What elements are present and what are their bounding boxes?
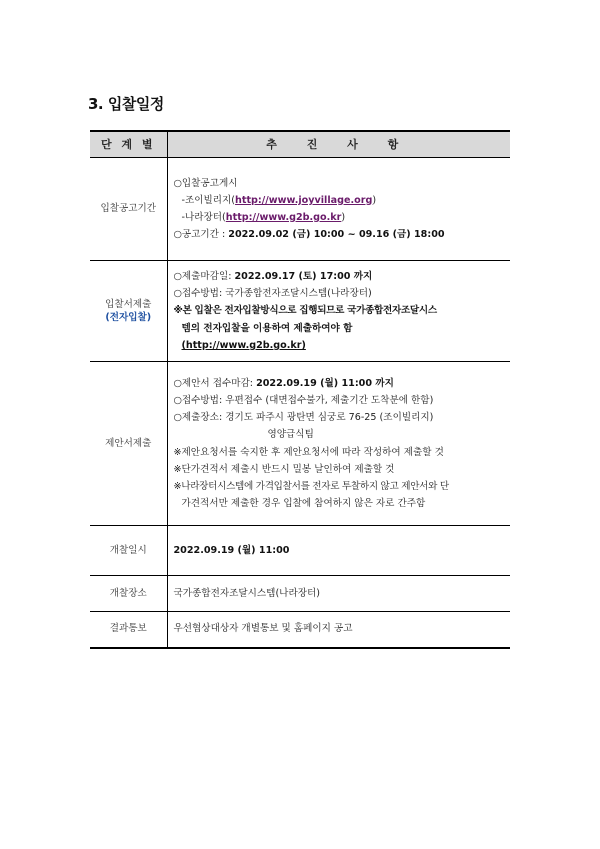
bid-line-5	[174, 337, 511, 354]
bid-schedule-table	[90, 130, 510, 649]
announce-line-1: ○입찰공고게시	[173, 177, 238, 189]
details-opening: 2022.09.19 (월) 11:00	[167, 526, 510, 576]
proposal-line-1: ○제안서 접수마감: 2022.09.19 (월) 11:00 까지	[173, 377, 394, 389]
bid-line-2: ○접수방법: 국가종합전자조달시스템(나라장터)	[173, 288, 372, 300]
details-result: 우선협상대상자 개별통보 및 홈페이지 공고	[167, 612, 510, 648]
proposal-line-7: ※나라장터시스템에 가격입찰서를 전자로 투찰하지 않고 제안서와 단	[173, 480, 449, 492]
stage-bid-sub: (전자입찰)	[105, 311, 152, 323]
proposal-line-6: ※단가견적서 제출시 반드시 밀봉 날인하여 제출할 것	[173, 463, 395, 475]
details-announce	[167, 158, 510, 261]
bid-line-3: ※본 입찰은 전자입찰방식으로 집행되므로 국가종합전자조달시스	[173, 305, 437, 317]
stage-bid	[90, 261, 167, 362]
proposal-line-3: ○제출장소: 경기도 파주시 광탄면 심궁로 76-25 (조이빌리지)	[173, 412, 434, 424]
details-proposal	[167, 362, 510, 526]
g2b-link[interactable]: http://www.g2b.go.kr	[225, 212, 342, 223]
table-row-bid	[90, 261, 510, 362]
g2b-url-text[interactable]: (http://www.g2b.go.kr)	[181, 339, 306, 351]
proposal-line-2: ○접수방법: 우편접수 (대면접수불가, 제출기간 도착분에 한함)	[173, 394, 434, 406]
stage-place: 개찰장소	[90, 576, 167, 612]
bid-line-4: 템의 전자입찰을 이용하여 제출하여야 함	[181, 322, 353, 334]
proposal-line-5: ※제안요청서를 숙지한 후 제안요청서에 따라 작성하여 제출할 것	[173, 446, 444, 458]
proposal-line-4: 영양급식팀	[267, 429, 314, 441]
stage-result: 결과통보	[90, 612, 167, 648]
joyvillage-link[interactable]: http://www.joyvillage.org	[235, 194, 373, 206]
announce-line-2: -조이빌리지(http://www.joyvillage.org)	[181, 194, 377, 206]
header-stage: 단 계 별	[90, 131, 167, 158]
header-details: 추 진 사 항	[167, 131, 510, 158]
table-row-announce	[90, 158, 510, 261]
stage-opening: 개찰일시	[90, 526, 167, 576]
stage-announce: 입찰공고기간	[90, 158, 167, 261]
announce-line-3: -나라장터(http://www.g2b.go.kr)	[181, 212, 346, 223]
stage-bid-label: 입찰서제출	[105, 298, 152, 310]
stage-proposal: 제안서제출	[90, 362, 167, 526]
table-row-proposal	[90, 362, 510, 526]
details-place: 국가종합전자조달시스템(나라장터)	[167, 576, 510, 612]
bid-line-1: ○제출마감일: 2022.09.17 (토) 17:00 까지	[173, 271, 373, 283]
section-title: 3. 입찰일정	[88, 95, 164, 113]
details-bid	[167, 261, 510, 362]
announce-line-4: ○공고기간 : 2022.09.02 (금) 10:00 ~ 09.16 (금) 18:00	[173, 229, 445, 241]
table-row-result	[90, 612, 510, 648]
table-header-row	[90, 131, 510, 158]
proposal-line-8: 가견적서만 제출한 경우 입찰에 참여하지 않은 자로 간주함	[181, 498, 426, 510]
table-row-opening	[90, 526, 510, 576]
table-row-place	[90, 576, 510, 612]
